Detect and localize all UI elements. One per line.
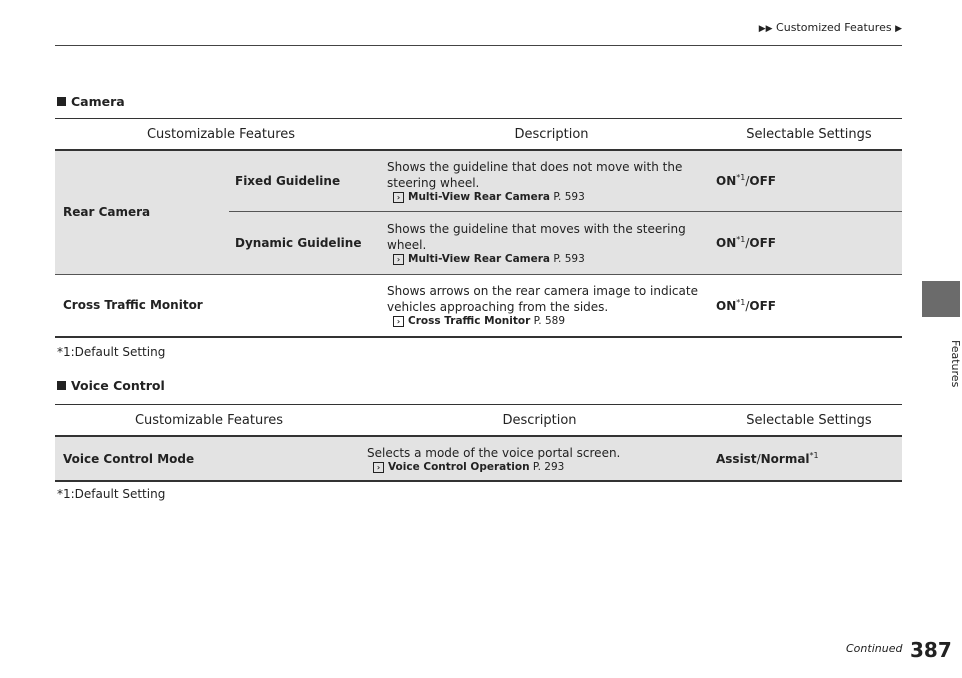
feature-name: Voice Control Mode (55, 436, 363, 481)
selectable-setting: ON$^{*1}$/OFF (716, 150, 902, 211)
breadcrumb (640, 21, 902, 34)
camera-table (55, 118, 902, 338)
table-row (55, 436, 902, 481)
section-title-voice-control: Voice Control (57, 378, 165, 393)
square-bullet-icon (57, 381, 66, 390)
feature-description: Shows the guideline that does not move with the steering wheel. › Multi-View Rear Camera P. 593 (387, 150, 716, 211)
selectable-setting: ON$^{*1}$/OFF (716, 297, 776, 313)
column-header: Description (514, 126, 589, 142)
reference-arrow-icon: › (393, 254, 404, 265)
section-tab (922, 281, 960, 317)
feature-description: Shows arrows on the rear camera image to indicate vehicles approaching from the sides. › Cross Traffic Monitor P. 589 (387, 274, 716, 337)
feature-description: Selects a mode of the voice portal screen. › Voice Control Operation P. 293 (363, 436, 716, 481)
footnote: *1:Default Setting (57, 487, 166, 501)
column-header: Description (502, 412, 577, 428)
voice-control-table (55, 404, 902, 482)
feature-name: Dynamic Guideline (229, 211, 387, 274)
selectable-setting: ON$^{*1}$/OFF (716, 211, 902, 274)
table-row (55, 274, 902, 337)
feature-description: Shows the guideline that moves with the steering wheel. › Multi-View Rear Camera P. 593 (387, 211, 716, 274)
column-header: Selectable Settings (746, 126, 872, 142)
reference-arrow-icon: › (373, 462, 384, 473)
page-reference[interactable]: › Multi-View Rear Camera P. 593 (387, 253, 716, 265)
section-title-camera: Camera (57, 94, 125, 109)
page-reference[interactable]: › Multi-View Rear Camera P. 593 (387, 191, 716, 203)
page-number: 387 (910, 638, 952, 662)
footnote: *1:Default Setting (57, 345, 166, 359)
square-bullet-icon (57, 97, 66, 106)
feature-name: Fixed Guideline (229, 150, 387, 211)
table-row (55, 150, 902, 211)
page-reference[interactable]: › Voice Control Operation P. 293 (367, 461, 716, 473)
triangle-icon: ▶ (895, 24, 902, 34)
breadcrumb-label: Customized Features (776, 21, 892, 34)
header-rule (55, 45, 902, 46)
column-header: Customizable Features (134, 412, 284, 428)
reference-arrow-icon: › (393, 192, 404, 203)
selectable-setting: Assist/Normal$^{*1}$ (716, 436, 902, 481)
reference-arrow-icon: › (393, 316, 404, 327)
feature-name: Cross Traffic Monitor (63, 298, 203, 313)
feature-group: Rear Camera (55, 150, 229, 274)
triangle-icon: ▶▶ (758, 24, 773, 34)
column-header: Customizable Features (146, 126, 296, 142)
continued-label: Continued (846, 642, 903, 655)
page-reference[interactable]: › Cross Traffic Monitor P. 589 (387, 315, 716, 327)
section-label: Features (949, 340, 962, 388)
column-header: Selectable Settings (746, 412, 872, 428)
